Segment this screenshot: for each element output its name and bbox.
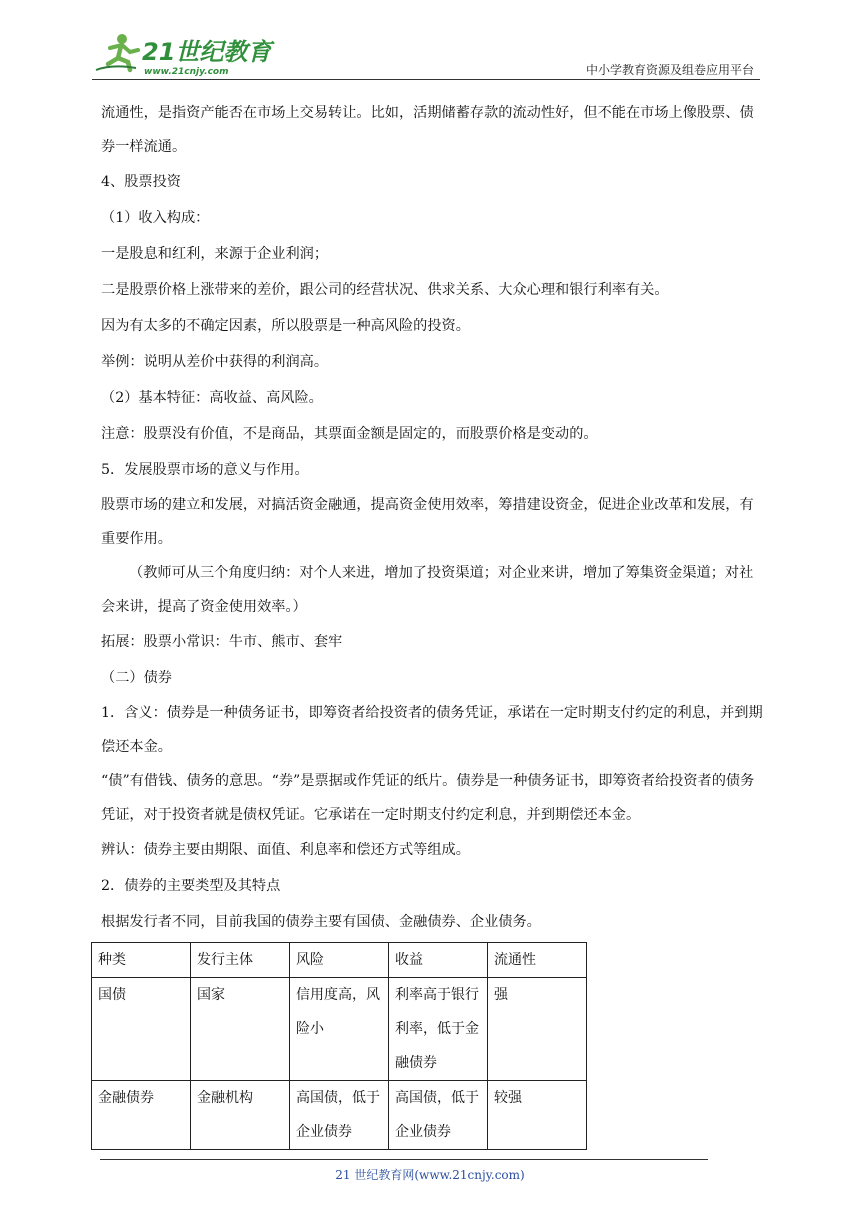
table-header-cell: 收益 (389, 943, 488, 978)
svg-text:21世纪教育: 21世纪教育 (142, 38, 272, 66)
table-row (92, 978, 587, 1081)
section-heading: 2．债券的主要类型及其特点 (101, 878, 281, 894)
platform-name: 中小学教育资源及组卷应用平台 (585, 63, 754, 77)
page-header (92, 28, 760, 80)
paragraph: 根据发行者不同，目前我国的债券主要有国债、金融债券、企业债务。 (101, 914, 541, 930)
header-divider (92, 79, 760, 80)
paragraph: 辨认：债券主要由期限、面值、利息率和偿还方式等组成。 (101, 842, 470, 858)
table-cell: 金融债券 (92, 1081, 191, 1150)
table-header-cell: 发行主体 (191, 943, 290, 978)
table-header-cell: 流通性 (488, 943, 587, 978)
table-row (92, 1081, 587, 1150)
paragraph: 流通性，是指资产能否在市场上交易转让。比如，活期储蓄存款的流动性好，但不能在市场上像股票、债券一样流通。 (101, 105, 754, 155)
paragraph: 拓展：股票小常识：牛市、熊市、套牢 (101, 634, 343, 650)
table-cell: 信用度高，风险小 (290, 978, 389, 1081)
paragraph: 注意：股票没有价值，不是商品，其票面金额是固定的，而股票价格是变动的。 (101, 426, 598, 442)
footer-link[interactable]: 21 世纪教育网(www.21cnjy.com) (335, 1168, 525, 1182)
table-cell: 金融机构 (191, 1081, 290, 1150)
section-heading: 4、股票投资 (101, 174, 181, 190)
table-header-cell: 种类 (92, 943, 191, 978)
paragraph: （1）收入构成： (101, 210, 210, 226)
table-header-cell: 风险 (290, 943, 389, 978)
paragraph: 股票市场的建立和发展，对搞活资金融通，提高资金使用效率，筹措建设资金，促进企业改革和发展，有重要作用。 (101, 497, 754, 547)
table-cell: 国家 (191, 978, 290, 1081)
paragraph: 举例：说明从差价中获得的利润高。 (101, 354, 329, 370)
table-cell: 高国债，低于企业债券 (290, 1081, 389, 1150)
paragraph: 因为有太多的不确定因素，所以股票是一种高风险的投资。 (101, 318, 470, 334)
paragraph: 一是股息和红利，来源于企业利润； (101, 246, 329, 262)
bond-types-table (91, 942, 587, 1150)
section-heading: 5．发展股票市场的意义与作用。 (101, 462, 309, 478)
table-cell: 高国债，低于企业债券 (389, 1081, 488, 1150)
table-cell: 较强 (488, 1081, 587, 1150)
section-heading: （二）债券 (101, 670, 172, 686)
document-body (98, 96, 767, 1150)
table-cell: 国债 (92, 978, 191, 1081)
svg-text:www.21cnjy.com: www.21cnjy.com (144, 67, 229, 76)
runner-logo-icon (92, 30, 282, 76)
site-logo (92, 30, 282, 76)
footer-divider (100, 1159, 708, 1160)
paragraph: （2）基本特征：高收益、高风险。 (101, 390, 323, 406)
table-header-row (92, 943, 587, 978)
paragraph: 二是股票价格上涨带来的差价，跟公司的经营状况、供求关系、大众心理和银行利率有关。 (101, 282, 669, 298)
table-cell: 强 (488, 978, 587, 1081)
paragraph: 1．含义：债券是一种债务证书，即筹资者给投资者的债务凭证，承诺在一定时期支付约定的利息，并到期偿还本金。 (101, 705, 763, 755)
table-cell: 利率高于银行利率，低于金融债券 (389, 978, 488, 1081)
paragraph: （教师可从三个角度归纳：对个人来进，增加了投资渠道；对企业来讲，增加了筹集资金渠道；对社会来讲，提高了资金使用效率。） (101, 565, 754, 615)
paragraph: “债”有借钱、债务的意思。“券”是票据或作凭证的纸片。债券是一种债务证书，即筹资者给投资者的债务凭证，对于投资者就是债权凭证。它承诺在一定时期支付约定利息，并到期偿还本金。 (101, 773, 755, 823)
